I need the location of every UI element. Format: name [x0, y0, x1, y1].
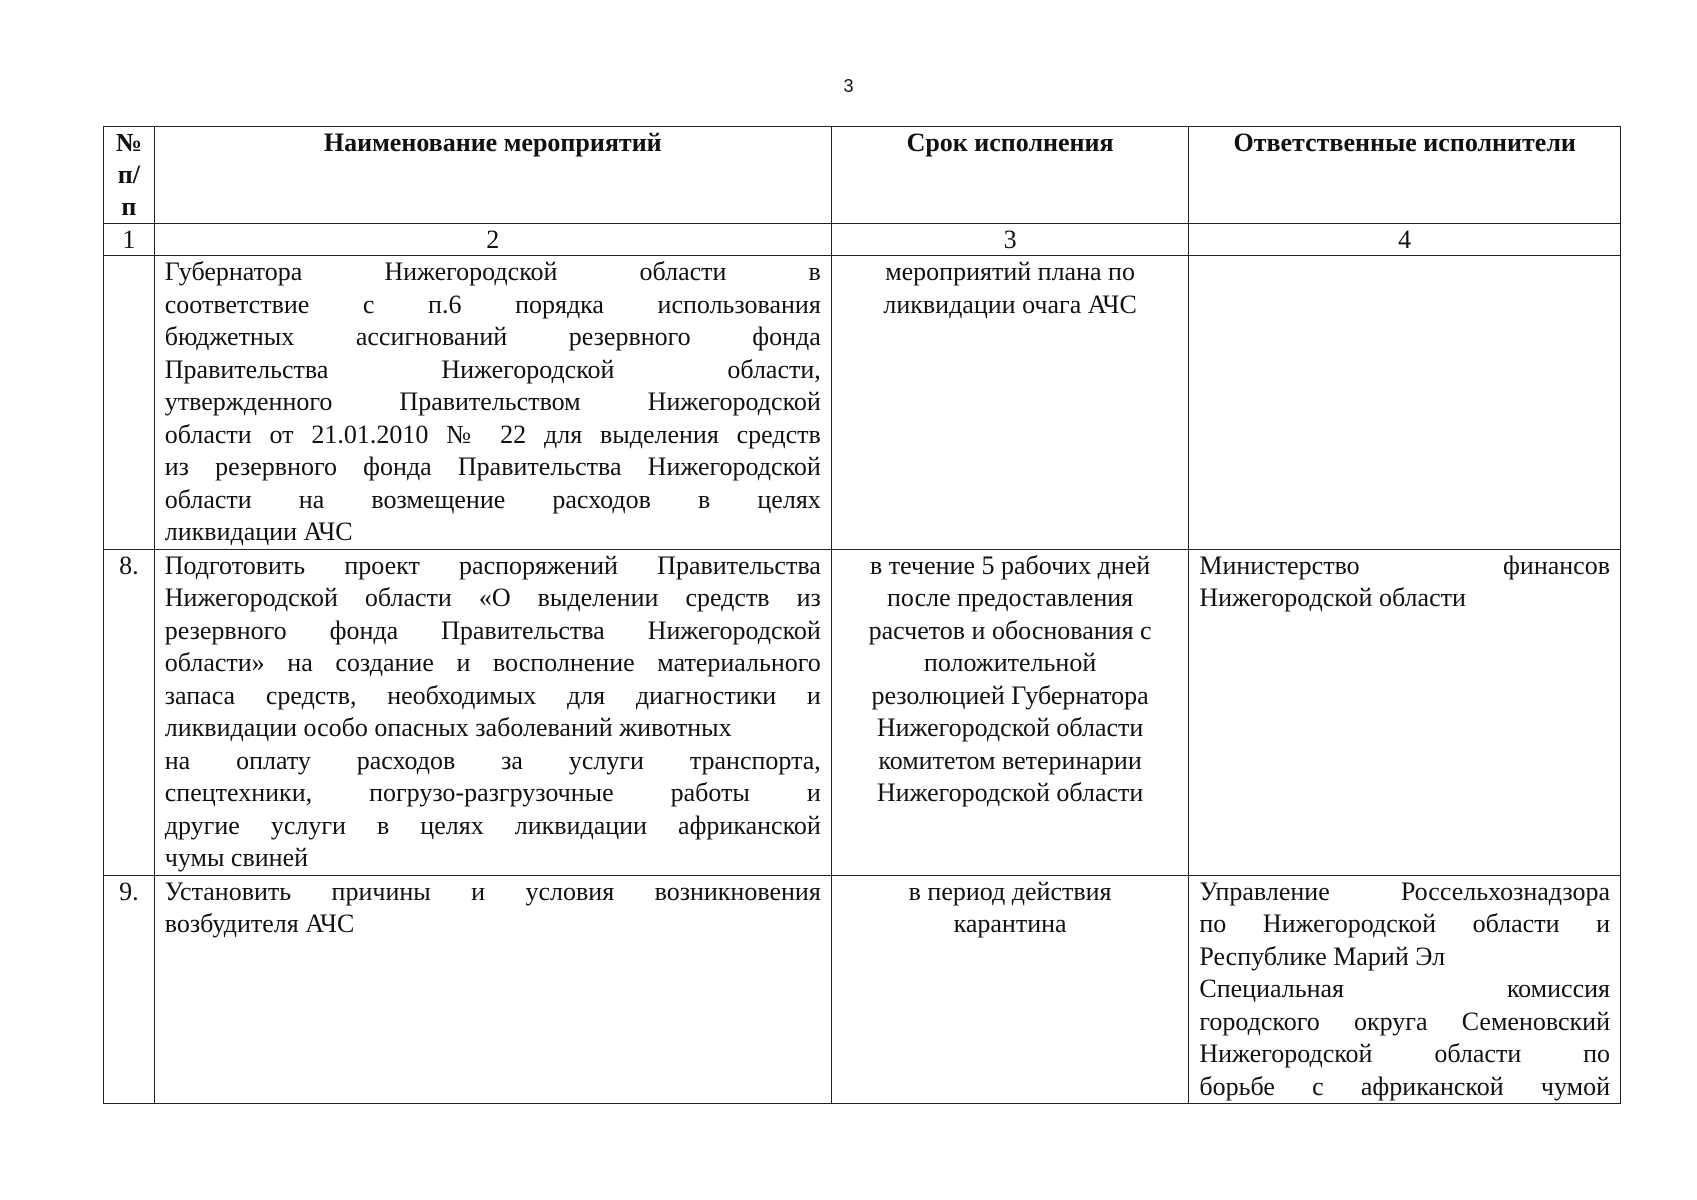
text-line: Нижегородской области: [876, 713, 1144, 742]
page-number: 3: [843, 76, 854, 96]
text-line: ликвидации особо опасных заболеваний животных: [164, 713, 732, 742]
text-line: Нижегородской области по: [1199, 1039, 1610, 1068]
text-line: карантина: [953, 909, 1067, 938]
text-line: ликвидации АЧС: [164, 517, 353, 546]
text-line: Нижегородской области «О выделении средств из: [164, 583, 821, 612]
text-line: Специальная комиссия: [1199, 974, 1610, 1003]
text-line: ликвидации очага АЧС: [883, 289, 1137, 319]
table-row: [104, 875, 1621, 1104]
row-responsible: [1189, 256, 1621, 550]
text-line: Министерство финансов: [1199, 550, 1610, 580]
header-responsible: Ответственные исполнители: [1189, 127, 1621, 224]
text-line: утвержденного Правительством Нижегородской: [164, 387, 821, 416]
text-line: области на возмещение расходов в целях: [164, 484, 821, 514]
text-line: положительной: [923, 648, 1097, 677]
text-line: на оплату расходов за услуги транспорта,: [164, 745, 821, 775]
row-term: [831, 256, 1189, 550]
row-responsible: [1189, 549, 1621, 875]
text-line: области» на создание и восполнение материального: [164, 648, 821, 677]
text-line: резолюцией Губернатора: [871, 680, 1149, 710]
text-line: Управление Россельхознадзора: [1199, 876, 1610, 906]
text-line: Республике Марий Эл: [1199, 941, 1446, 971]
text-line: в период действия: [908, 876, 1112, 906]
text-line: Подготовить проект распоряжений Правительства: [164, 550, 821, 580]
text-line: в течение 5 рабочих дней: [869, 550, 1151, 580]
text-line: Правительства Нижегородской области,: [164, 354, 821, 384]
text-line: запаса средств, необходимых для диагностики и: [164, 680, 821, 710]
text-line: комитетом ветеринарии: [878, 745, 1142, 775]
text-line: Нижегородской области: [1199, 583, 1466, 612]
text-line: из резервного фонда Правительства Нижегородской: [164, 452, 821, 481]
text-line: мероприятий плана по: [885, 257, 1135, 286]
text-line: после предоставления: [887, 583, 1134, 612]
row-name: [154, 875, 831, 1104]
text-line: городского округа Семеновский: [1199, 1006, 1610, 1036]
header-num: № п/п: [104, 127, 155, 224]
row-term: [831, 549, 1189, 875]
text-line: борьбе с африканской чумой: [1199, 1071, 1610, 1101]
text-line: резервного фонда Правительства Нижегородской: [164, 615, 821, 645]
header-term: Срок исполнения: [831, 127, 1189, 224]
column-index: 2: [154, 224, 831, 256]
column-index: 3: [831, 224, 1189, 256]
plan-table: [103, 126, 1621, 1104]
row-number: 8.: [104, 549, 155, 875]
row-responsible: [1189, 875, 1621, 1104]
row-term: [831, 875, 1189, 1104]
row-number: 9.: [104, 875, 155, 1104]
text-line: Установить причины и условия возникновения: [164, 876, 821, 906]
text-line: Нижегородской области: [876, 778, 1144, 807]
text-line: возбудителя АЧС: [164, 909, 355, 938]
text-line: Губернатора Нижегородской области в: [164, 257, 821, 286]
text-line: спецтехники, погрузо-разгрузочные работы и: [164, 778, 821, 807]
row-number: [104, 256, 155, 550]
text-line: расчетов и обоснования с: [868, 615, 1152, 645]
column-index: 4: [1189, 224, 1621, 256]
text-line: другие услуги в целях ликвидации африканской: [164, 810, 821, 840]
header-name: Наименование мероприятий: [154, 127, 831, 224]
row-name: [154, 256, 831, 550]
text-line: бюджетных ассигнований резервного фонда: [164, 322, 821, 351]
header-row: [104, 127, 1621, 224]
text-line: по Нижегородской области и: [1199, 909, 1610, 938]
text-line: области от 21.01.2010 № 22 для выделения средств: [164, 419, 821, 449]
text-line: соответствие с п.6 порядка использования: [164, 289, 821, 319]
column-index: 1: [104, 224, 155, 256]
row-name: [154, 549, 831, 875]
table-row: [104, 549, 1621, 875]
column-index-row: [104, 224, 1621, 256]
text-line: чумы свиней: [164, 843, 309, 872]
table-row: [104, 256, 1621, 550]
